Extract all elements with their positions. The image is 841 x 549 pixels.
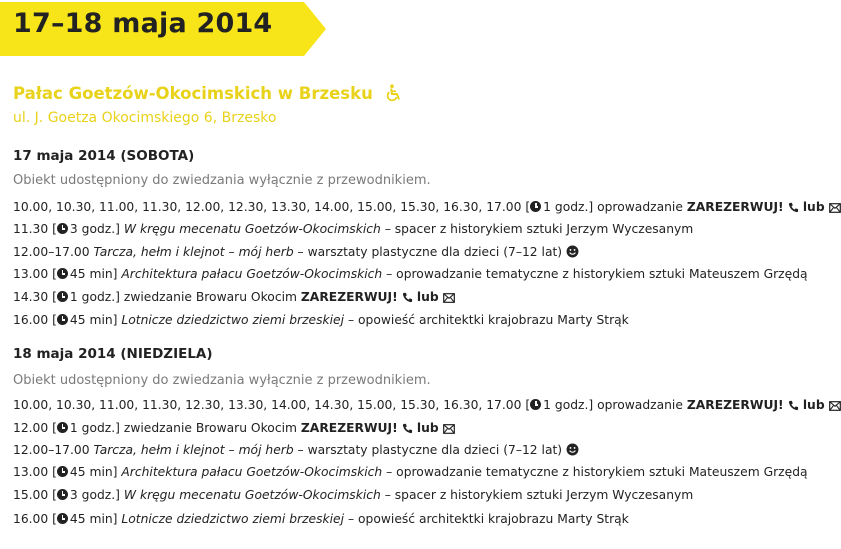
event-description: – opowieść architektki krajobrazu Marty Strąk: [344, 313, 629, 327]
venue-address: ul. J. Goetza Okocimskiego 6, Brzesko: [13, 110, 277, 126]
or-text: lub: [798, 200, 825, 214]
mail-icon[interactable]: [829, 200, 841, 214]
event-duration: 45 min]: [69, 313, 118, 327]
event-row: [13, 488, 693, 502]
event-description: – warsztaty plastyczne dla dzieci (7–12 lat): [293, 245, 563, 259]
clock-icon: [57, 223, 68, 234]
clock-icon: [530, 399, 541, 410]
event-title: Lotnicze dziedzictwo ziemi brzeskiej: [121, 313, 345, 327]
event-description: zwiedzanie Browaru Okocim: [119, 421, 301, 435]
event-duration: 1 godz.]: [69, 290, 120, 304]
event-time: 15.00 [: [13, 488, 57, 502]
event-title: W kręgu mecenatu Goetzów-Okocimskich: [123, 222, 381, 236]
or-text: lub: [798, 398, 825, 412]
event-time: 12.00–17.00: [13, 443, 94, 457]
date-banner-text: 17–18 maja 2014: [13, 8, 273, 39]
event-description: – spacer z historykiem sztuki Jerzym Wyczesanym: [380, 222, 694, 236]
clock-icon: [57, 422, 68, 433]
mail-icon[interactable]: [443, 290, 455, 304]
venue-name: [13, 84, 403, 106]
event-description: oprowadzanie: [593, 200, 687, 214]
event-title: Lotnicze dziedzictwo ziemi brzeskiej: [121, 512, 345, 526]
event-title: Architektura pałacu Goetzów-Okocimskich: [121, 267, 383, 281]
event-row: [13, 313, 629, 327]
event-time: 13.00 [: [13, 465, 57, 479]
mail-icon[interactable]: [829, 398, 841, 412]
day-note: Obiekt udostępniony do zwiedzania wyłącznie z przewodnikiem.: [13, 173, 431, 188]
phone-icon[interactable]: [788, 200, 799, 214]
event-row: [13, 421, 455, 435]
day-note: Obiekt udostępniony do zwiedzania wyłącznie z przewodnikiem.: [13, 373, 431, 388]
event-time: 14.30 [: [13, 290, 57, 304]
or-text: lub: [412, 290, 439, 304]
event-duration: 45 min]: [69, 465, 118, 479]
smiley-icon: [566, 443, 579, 457]
reserve-link[interactable]: ZAREZERWUJ!: [686, 398, 784, 412]
event-title: Architektura pałacu Goetzów-Okocimskich: [121, 465, 383, 479]
day-title: 18 maja 2014 (NIEDZIELA): [13, 346, 213, 362]
clock-icon: [57, 268, 68, 279]
event-duration: 45 min]: [69, 267, 118, 281]
event-row: [13, 200, 841, 214]
event-time: 12.00–17.00: [13, 245, 94, 259]
event-row: [13, 245, 579, 259]
event-time: 10.00, 10.30, 11.00, 11.30, 12.30, 13.30, 14.00, 14.30, 15.00, 15.30, 16.30, 17.00 [: [13, 398, 531, 412]
reserve-link[interactable]: ZAREZERWUJ!: [300, 421, 398, 435]
phone-icon[interactable]: [788, 398, 799, 412]
event-description: – spacer z historykiem sztuki Jerzym Wyczesanym: [380, 488, 694, 502]
event-description: zwiedzanie Browaru Okocim: [119, 290, 301, 304]
event-time: 11.30 [: [13, 222, 57, 236]
event-duration: 45 min]: [69, 512, 118, 526]
event-row: [13, 398, 841, 412]
reserve-link[interactable]: ZAREZERWUJ!: [300, 290, 398, 304]
event-row: [13, 465, 808, 479]
event-time: 16.00 [: [13, 313, 57, 327]
event-title: Tarcza, hełm i klejnot – mój herb: [93, 245, 294, 259]
event-description: – warsztaty plastyczne dla dzieci (7–12 lat): [293, 443, 563, 457]
clock-icon: [57, 513, 68, 524]
event-time: 12.00 [: [13, 421, 57, 435]
clock-icon: [57, 314, 68, 325]
event-duration: 1 godz.]: [543, 398, 594, 412]
event-row: [13, 267, 808, 281]
wheelchair-icon: [385, 84, 403, 106]
clock-icon: [57, 466, 68, 477]
event-description: – opowieść architektki krajobrazu Marty Strąk: [344, 512, 629, 526]
event-row: [13, 290, 455, 304]
event-row: [13, 443, 579, 457]
event-time: 13.00 [: [13, 267, 57, 281]
venue-name-text: Pałac Goetzów-Okocimskich w Brzesku: [13, 84, 373, 103]
event-duration: 3 godz.]: [69, 222, 120, 236]
event-duration: 1 godz.]: [543, 200, 594, 214]
event-title: Tarcza, hełm i klejnot – mój herb: [93, 443, 294, 457]
event-description: oprowadzanie: [593, 398, 687, 412]
event-duration: 1 godz.]: [69, 421, 120, 435]
or-text: lub: [412, 421, 439, 435]
event-description: – oprowadzanie tematyczne z historykiem sztuki Mateuszem Grzędą: [382, 267, 808, 281]
event-time: 16.00 [: [13, 512, 57, 526]
smiley-icon: [566, 245, 579, 259]
phone-icon[interactable]: [402, 290, 413, 304]
mail-icon[interactable]: [443, 421, 455, 435]
event-row: [13, 512, 629, 526]
event-description: – oprowadzanie tematyczne z historykiem sztuki Mateuszem Grzędą: [382, 465, 808, 479]
event-title: W kręgu mecenatu Goetzów-Okocimskich: [123, 488, 381, 502]
event-row: [13, 222, 693, 236]
reserve-link[interactable]: ZAREZERWUJ!: [686, 200, 784, 214]
clock-icon: [57, 291, 68, 302]
event-duration: 3 godz.]: [69, 488, 120, 502]
clock-icon: [530, 201, 541, 212]
clock-icon: [57, 489, 68, 500]
phone-icon[interactable]: [402, 421, 413, 435]
day-title: 17 maja 2014 (SOBOTA): [13, 148, 195, 164]
event-time: 10.00, 10.30, 11.00, 11.30, 12.00, 12.30, 13.30, 14.00, 15.00, 15.30, 16.30, 17.00 [: [13, 200, 531, 214]
